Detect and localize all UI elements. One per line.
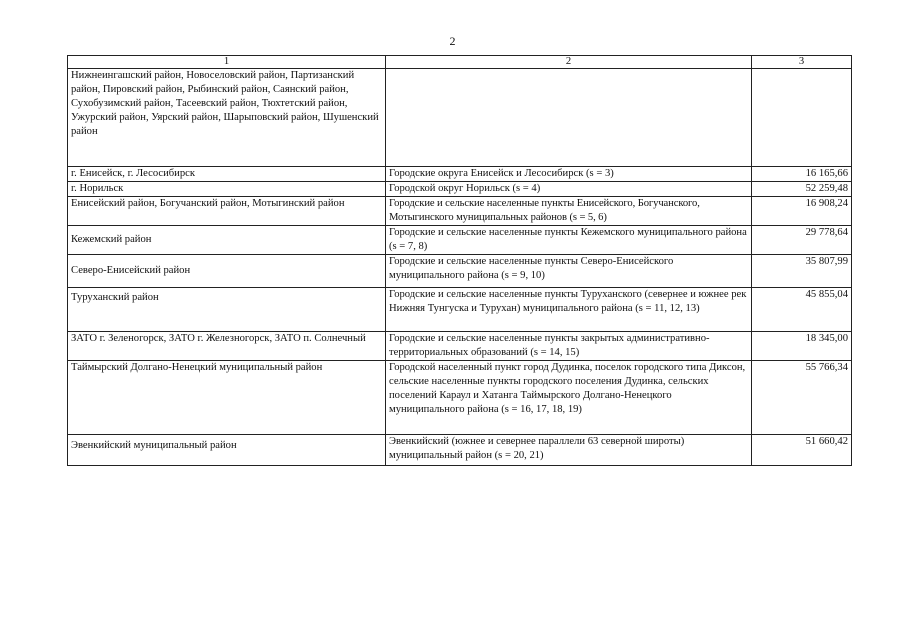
territory-cell: Кежемский район xyxy=(68,226,386,255)
settlements-cell: Городские и сельские населенные пункты Енисейского, Богучанского, Мотыгинского муниципальных районов (s = 5, 6) xyxy=(386,197,752,226)
tariff-table xyxy=(67,55,852,466)
value-cell: 52 259,48 xyxy=(752,182,852,197)
settlements-cell: Городские и сельские населенные пункты закрытых административно-территориальных образований (s = 14, 15) xyxy=(386,332,752,361)
territory-cell: Туруханский район xyxy=(68,288,386,332)
territory-cell: Северо-Енисейский район xyxy=(68,255,386,288)
column-header-2: 2 xyxy=(386,56,752,69)
page-number: 2 xyxy=(449,34,456,48)
settlements-cell: Городские и сельские населенные пункты Туруханского (севернее и южнее рек Нижняя Тунгуска и Турухан) муниципального района (s = 11, 12, 13) xyxy=(386,288,752,332)
value-cell: 16 908,24 xyxy=(752,197,852,226)
value-cell: 35 807,99 xyxy=(752,255,852,288)
table-row xyxy=(68,361,852,435)
value-cell: 29 778,64 xyxy=(752,226,852,255)
settlements-cell: Городской населенный пункт город Дудинка, поселок городского типа Диксон, сельские населенные пункты городского поселения Дудинка, сельских поселений Караул и Хатанга Таймырского Долгано-Ненецкого муниципального района (s = 16, 17, 18, 19) xyxy=(386,361,752,435)
table-row xyxy=(68,255,852,288)
table-row xyxy=(68,435,852,466)
value-cell: 55 766,34 xyxy=(752,361,852,435)
column-header-1: 1 xyxy=(68,56,386,69)
settlements-cell: Городской округ Норильск (s = 4) xyxy=(386,182,752,197)
value-cell: 51 660,42 xyxy=(752,435,852,466)
table-row xyxy=(68,226,852,255)
territory-cell: Енисейский район, Богучанский район, Мотыгинский район xyxy=(68,197,386,226)
territory-cell: Нижнеингашский район, Новоселовский район, Партизанский район, Пировский район, Рыбинский район, Саянский район, Сухобузимский район, Тасеевский район, Тюхтетский район, Ужурский район, Уярский район, Шарыповский район, Шушенский район xyxy=(68,69,386,167)
territory-cell: г. Енисейск, г. Лесосибирск xyxy=(68,167,386,182)
territory-cell: г. Норильск xyxy=(68,182,386,197)
settlements-cell: Городские и сельские населенные пункты Северо-Енисейского муниципального района (s = 9, 10) xyxy=(386,255,752,288)
territory-cell: Таймырский Долгано-Ненецкий муниципальный район xyxy=(68,361,386,435)
table-row xyxy=(68,69,852,167)
table-row xyxy=(68,197,852,226)
territory-cell: Эвенкийский муниципальный район xyxy=(68,435,386,466)
table-row xyxy=(68,288,852,332)
settlements-cell: Городские округа Енисейск и Лесосибирск (s = 3) xyxy=(386,167,752,182)
territory-cell: ЗАТО г. Зеленогорск, ЗАТО г. Железногорск, ЗАТО п. Солнечный xyxy=(68,332,386,361)
table-row xyxy=(68,167,852,182)
column-header-3: 3 xyxy=(752,56,852,69)
value-cell: 45 855,04 xyxy=(752,288,852,332)
table-row xyxy=(68,332,852,361)
value-cell: 16 165,66 xyxy=(752,167,852,182)
settlements-cell: Городские и сельские населенные пункты Кежемского муниципального района (s = 7, 8) xyxy=(386,226,752,255)
header-row xyxy=(68,56,852,69)
value-cell xyxy=(752,69,852,167)
settlements-cell: Эвенкийский (южнее и севернее параллели 63 северной широты) муниципальный район (s = 20, 21) xyxy=(386,435,752,466)
table-row xyxy=(68,182,852,197)
settlements-cell xyxy=(386,69,752,167)
value-cell: 18 345,00 xyxy=(752,332,852,361)
